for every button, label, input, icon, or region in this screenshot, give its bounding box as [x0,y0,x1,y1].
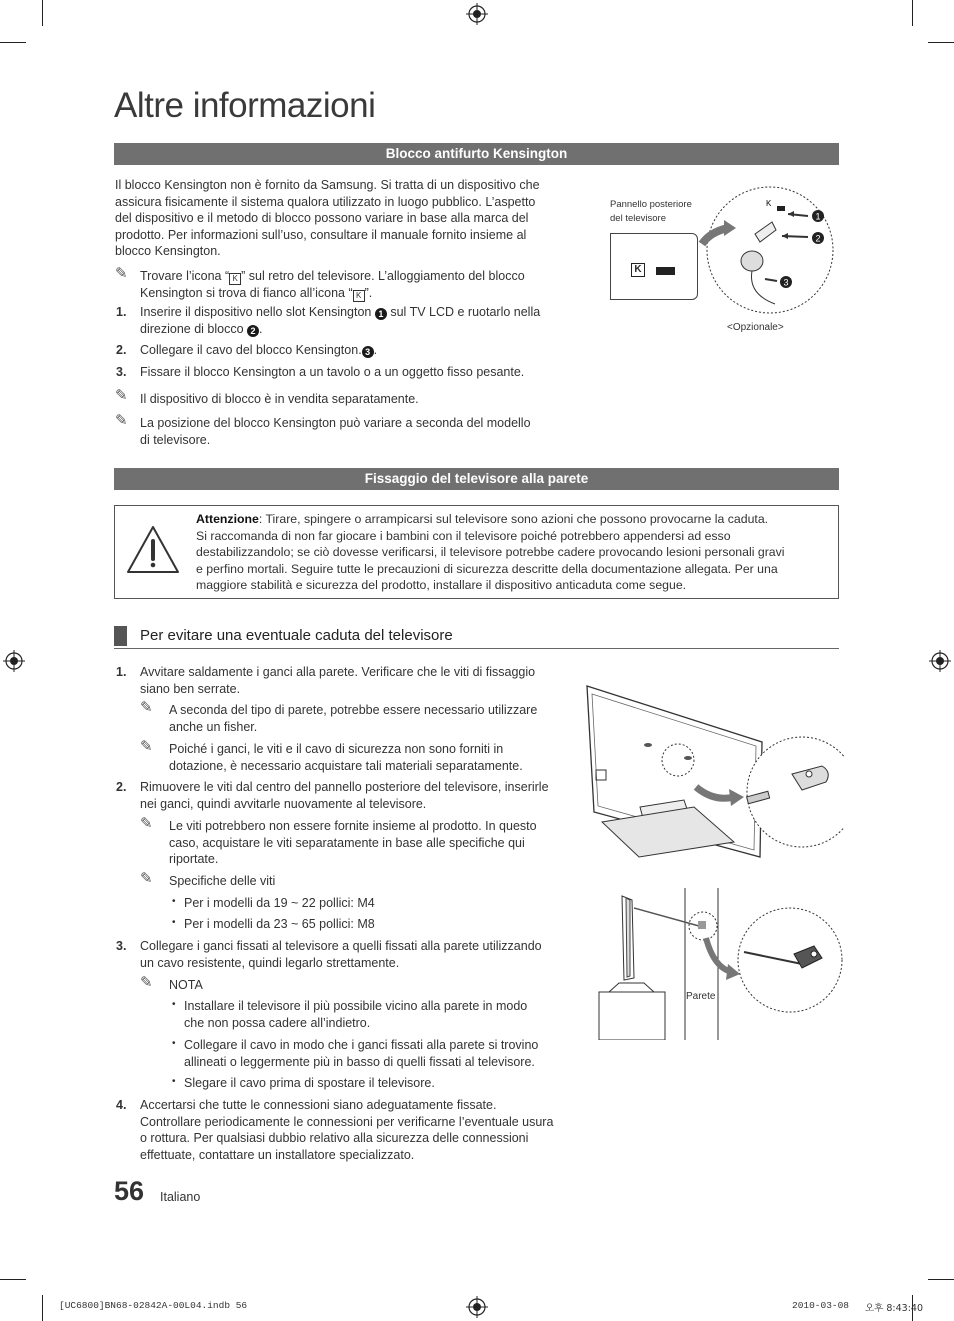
step-number: 1. [116,305,127,319]
bullet: • [172,1038,176,1049]
page-number: 56 [114,1176,145,1206]
kensington-icon: K [229,273,241,285]
wall-label: Parete [686,991,716,1002]
pencil-note-icon: ✎ [140,974,153,991]
text-span: Inserire il dispositivo nello slot Kensington [140,305,372,319]
warning-triangle-icon [124,523,182,577]
kensington-lock-illustration [680,184,840,316]
step-1 [140,304,570,337]
svg-text:1: 1 [815,211,821,222]
file-name: [UC6800]BN68-02842A-00L04.indb 56 [59,1300,248,1311]
bullet: • [172,896,176,907]
text-line: Collegare i ganci fissati al televisore a quelli fissati alla parete utilizzando [140,939,542,953]
text-line: prodotto. Per informazioni sull’uso, consultare il manuale fornito insieme al [115,227,527,242]
note-position [140,415,570,448]
note-bullet-3: Slegare il cavo prima di spostare il televisore. [184,1076,435,1090]
subheading-marker [114,626,127,646]
text-line [140,321,570,338]
crop-mark [928,42,954,43]
text-line: Si raccomanda di non far giocare i bambini con il televisore poiché potrebbero appendersi ad esso [196,528,731,543]
tv-back-bracket-illustration [584,682,844,862]
language-label: Italiano [160,1190,201,1204]
kensington-icon: K [353,290,365,302]
kensington-k-icon: K [631,263,645,277]
warning-label: Attenzione [196,512,259,526]
wall-step-3-note: NOTA [169,978,203,992]
pencil-note-icon: ✎ [140,870,153,887]
pencil-note-icon: ✎ [140,815,153,832]
wall-step-2-note-1 [169,818,569,868]
step-2 [140,342,570,359]
step-number: 3. [116,939,127,953]
text-line: Installare il televisore il più possibile vicino alla parete in modo [184,999,528,1013]
registration-mark-icon [3,650,25,672]
pencil-note-icon: ✎ [140,738,153,755]
note-bullet-2 [184,1037,574,1070]
text-line: Rimuovere le viti dal centro del pannello posteriore del televisore, inserirle [140,780,549,794]
text-line: del dispositivo e il metodo di blocco possono variare in base alla marca del [115,211,529,225]
bullet: • [172,1076,176,1087]
bullet: • [172,999,176,1010]
bullet: • [172,917,176,928]
text-line: La posizione del blocco Kensington può variare a seconda del modello [140,416,531,430]
text-line: di televisore. [140,432,211,447]
circled-number-3: 3 [362,346,374,358]
wall-cable-illustration [594,888,844,1040]
step-number: 3. [116,365,127,379]
svg-text:2: 2 [815,233,821,244]
step-number: 1. [116,665,127,679]
text-line [140,268,570,285]
crop-mark [0,1279,26,1280]
text-line: destabilizzandolo; se ciò dovesse verificarsi, il televisore potrebbe cadere provocando lesioni personali gravi [196,545,785,559]
pencil-note-icon: ✎ [115,265,128,282]
wall-step-1-note-2 [169,741,569,774]
text-span: Collegare il cavo del blocco Kensington. [140,343,362,357]
text-line: maggiore stabilità e sicurezza del prodotto, installare il dispositivo anticaduta come segue. [196,578,687,592]
text-line: effettuate, contattare un installatore specializzato. [140,1147,415,1162]
text-line: riportate. [169,852,219,866]
circled-number-1: 1 [375,308,387,320]
pencil-note-icon: ✎ [115,387,128,404]
crop-mark [0,42,26,43]
text-line: assicura fisicamente il sistema qualora utilizzato in luogo pubblico. L’aspetto [115,194,536,209]
text-line: Le viti potrebbero non essere fornite insieme al prodotto. In questo [169,819,537,833]
page-title: Altre informazioni [114,86,376,125]
kensington-intro [115,177,565,260]
text-line: A seconda del tipo di parete, potrebbe essere necessario utilizzare [169,703,538,717]
step-number: 4. [116,1098,127,1112]
text-line: Controllare periodicamente le connessioni per verificarne l’eventuale usura [140,1114,554,1129]
text-line: siano ben serrate. [140,681,241,696]
step-number: 2. [116,343,127,357]
wall-step-4 [140,1097,570,1163]
text-line: e perfino mortali. Seguire tutte le precauzioni di sicurezza descritte della documentazione allegata. Per una [196,561,778,576]
crop-mark [928,1279,954,1280]
text-span: direzione di blocco [140,321,244,336]
text-line: nei ganci, quindi avvitarle nuovamente al televisore. [140,796,427,811]
registration-mark-icon [929,650,951,672]
text-line: blocco Kensington. [115,244,221,258]
text-line: dotazione, è necessario acquistare tali materiali separatamente. [169,758,523,773]
text-span: sul TV LCD e ruotarlo nella [390,305,541,319]
text-span: ”. [364,286,373,300]
subheading [114,624,839,649]
registration-mark-icon [466,3,488,25]
warning-text [196,511,826,594]
text-line: Avvitare saldamente i ganci alla parete. Verificare che le viti di fissaggio [140,665,536,679]
print-date: 2010-03-08 [792,1300,850,1311]
text-line: un cavo resistente, quindi legarlo strettamente. [140,955,400,970]
text-line: o rottura. Per qualsiasi dubbio relativo alla sicurezza delle connessioni [140,1131,529,1145]
text-span: . [373,343,378,357]
text-span: ” sul retro del televisore. L’alloggiamento del blocco [241,269,525,283]
kensington-slot [656,267,675,275]
text-line [196,511,826,528]
section-bar-kensington: Blocco antifurto Kensington [114,143,839,165]
crop-mark [912,0,913,26]
text-line: che non possa cadere all’indietro. [184,1015,371,1030]
text-line [140,285,570,302]
section-bar-wall-mount: Fissaggio del televisore alla parete [114,468,839,490]
svg-text:3: 3 [783,277,789,288]
text-line [140,304,570,321]
text-span: Kensington si trova di fianco all’icona “ [140,286,353,300]
step-number: 2. [116,780,127,794]
text-span: Trovare l’icona “ [140,269,230,283]
note-sold-separately: Il dispositivo di blocco è in vendita separatamente. [140,392,419,406]
wall-step-2-note-2: Specifiche delle viti [169,874,276,888]
text-line: Pannello posteriore [610,199,692,210]
text-line: Accertarsi che tutte le connessioni siano adeguatamente fissate. [140,1098,497,1112]
screw-spec-2: Per i modelli da 23 ~ 65 pollici: M8 [184,917,375,931]
pencil-note-icon: ✎ [115,412,128,429]
crop-mark [42,1295,43,1321]
wall-step-2 [140,779,570,812]
text-line: caso, acquistare le viti separatamente in base alle specifiche qui [169,835,525,850]
wall-step-1 [140,664,570,697]
wall-step-1-note-1 [169,702,569,735]
text-line: Poiché i ganci, le viti e il cavo di sicurezza non sono forniti in [169,742,504,756]
registration-mark-icon [466,1296,488,1318]
note-kensington-icon [140,268,570,302]
crop-mark [42,0,43,26]
text-line: Il blocco Kensington non è fornito da Samsung. Si tratta di un dispositivo che [115,178,540,192]
print-time: 오후 8:43:40 [865,1303,923,1314]
text-line: del televisore [610,213,666,224]
optional-label: <Opzionale> [727,322,784,333]
subheading-text: Per evitare una eventuale caduta del televisore [140,627,453,644]
step-3: Fissare il blocco Kensington a un tavolo o a un oggetto fisso pesante. [140,365,525,379]
note-bullet-1 [184,998,574,1031]
text-line: anche un fisher. [169,719,258,734]
wall-step-3 [140,938,570,971]
text-line: allineati o leggermente più in basso di quelli fissati al televisore. [184,1054,535,1069]
text-span: : Tirare, spingere o arrampicarsi sul televisore sono azioni che possono provocarne la caduta. [258,512,769,526]
text-line: Collegare il cavo in modo che i ganci fissati alla parete si trovino [184,1038,539,1052]
pencil-note-icon: ✎ [140,699,153,716]
svg-text:K: K [766,199,772,208]
text-span: . [259,321,263,336]
warning-box [114,505,839,599]
screw-spec-1: Per i modelli da 19 ~ 22 pollici: M4 [184,896,375,910]
circled-number-2: 2 [247,325,259,337]
